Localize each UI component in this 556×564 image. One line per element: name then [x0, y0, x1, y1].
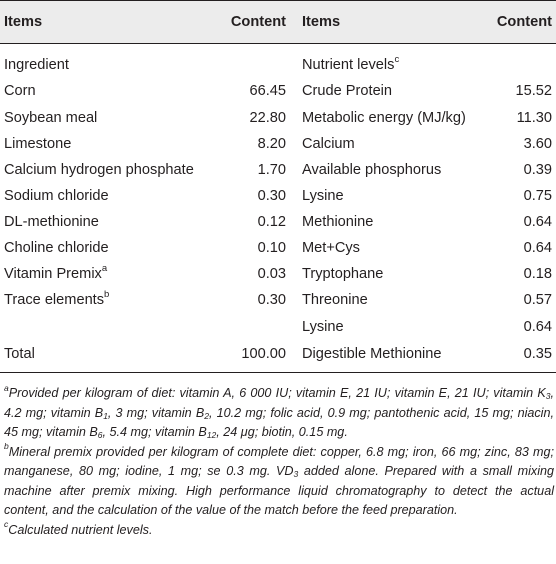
top-rule [0, 0, 556, 1]
header-content-right: Content [496, 14, 552, 30]
left-item-label: Corn [4, 83, 36, 99]
right-item-label: Threonine [302, 292, 368, 308]
left-item-value: 0.03 [257, 266, 286, 282]
left-item-label: Trace elements$^b$ [4, 289, 110, 308]
left-item-value: 22.80 [249, 110, 286, 126]
right-item-value: 0.35 [523, 346, 552, 362]
header-content-left: Content [230, 14, 286, 30]
left-item-label: Ingredient [4, 57, 69, 73]
footnote-ref: b [104, 289, 110, 301]
footnote-c [4, 521, 554, 541]
footnote-ref: a [101, 263, 108, 275]
header-items-right: Items [302, 14, 341, 30]
header-rule [0, 43, 556, 44]
left-item-label: Sodium chloride [4, 188, 109, 204]
footnote-ref: c [394, 54, 400, 66]
right-item-label: Lysine [302, 188, 344, 204]
right-item-label: Met+Cys [302, 240, 360, 256]
left-item-value: 0.12 [257, 214, 286, 230]
right-item-value: 0.57 [523, 292, 552, 308]
left-item-label: Soybean meal [4, 110, 98, 126]
left-item-value: 8.20 [257, 136, 286, 152]
footnote-a-text: Provided per kilogram of diet: vitamin A, 6 000 IU; vitamin E, 21 IU; vitamin E, 21 IU; vitamin $K_3$, 4.2 mg; vitamin $B_1$, 3 mg; vitamin $B_2$, 10.2 mg; folic acid, 0.9 mg; pantothenic acid, 15 mg; niacin, 45 mg; vitamin $B_6$, 5.4 mg; vitamin $B_{12}$, 24 μg; biotin, 0.15 mg. [4, 386, 554, 440]
right-item-value: 0.64 [523, 319, 552, 335]
right-item-label: Digestible Methionine [302, 346, 442, 362]
footnote-mark: c [4, 519, 9, 530]
right-item-label: Lysine [302, 319, 344, 335]
footnote-c-text: Calculated nutrient levels. [8, 522, 153, 537]
left-item-value: 1.70 [257, 162, 286, 178]
right-item-label: Metabolic energy (MJ/kg) [302, 110, 466, 126]
right-item-value: 0.39 [523, 162, 552, 178]
right-item-value: 0.64 [523, 240, 552, 256]
left-item-value: 0.30 [257, 292, 286, 308]
right-item-label: Calcium [302, 136, 355, 152]
left-item-label: DL-methionine [4, 214, 99, 230]
right-item-label: Tryptophane [302, 266, 384, 282]
footnote-mark: a [4, 382, 9, 393]
header-items-left: Items [4, 14, 43, 30]
right-item-label: Methionine [302, 214, 374, 230]
left-item-value: 0.10 [257, 240, 286, 256]
left-item-label: Calcium hydrogen phosphate [4, 162, 194, 178]
footnote-mark: b [4, 441, 9, 452]
left-item-value: 66.45 [249, 83, 286, 99]
right-item-value: 15.52 [515, 83, 552, 99]
footnote-b-text: Mineral premix provided per kilogram of complete diet: copper, 6.8 mg; iron, 66 mg; zinc, 83 mg; manganese, 80 mg; iodine, 1 mg; se 0.3 mg. $VD_3$ added alone. Prepared with a small mixing machine after premix mixing. High performance liquid chromatography to detect the actual content, and the calculation of the value of the match before the feed preparation. [4, 444, 555, 517]
right-item-value: 3.60 [523, 136, 552, 152]
footnote-b [4, 443, 554, 521]
right-item-value: 0.64 [523, 214, 552, 230]
left-item-label: Vitamin Premix$^a$ [4, 263, 108, 282]
left-item-label: Limestone [4, 136, 72, 152]
left-item-label: Choline chloride [4, 240, 109, 256]
footnote-a [4, 384, 554, 443]
right-item-label: Available phosphorus [302, 162, 442, 178]
right-item-value: 0.18 [523, 266, 552, 282]
right-item-value: 0.75 [523, 188, 552, 204]
right-item-label: Crude Protein [302, 83, 393, 99]
footnotes [4, 384, 554, 540]
left-item-label: Total [4, 346, 35, 362]
bottom-rule [0, 372, 556, 373]
left-item-value: 0.30 [257, 188, 286, 204]
right-item-value: 11.30 [516, 110, 552, 126]
right-item-label: Nutrient levels$^c$ [302, 54, 400, 73]
left-item-value: 100.00 [241, 346, 286, 362]
